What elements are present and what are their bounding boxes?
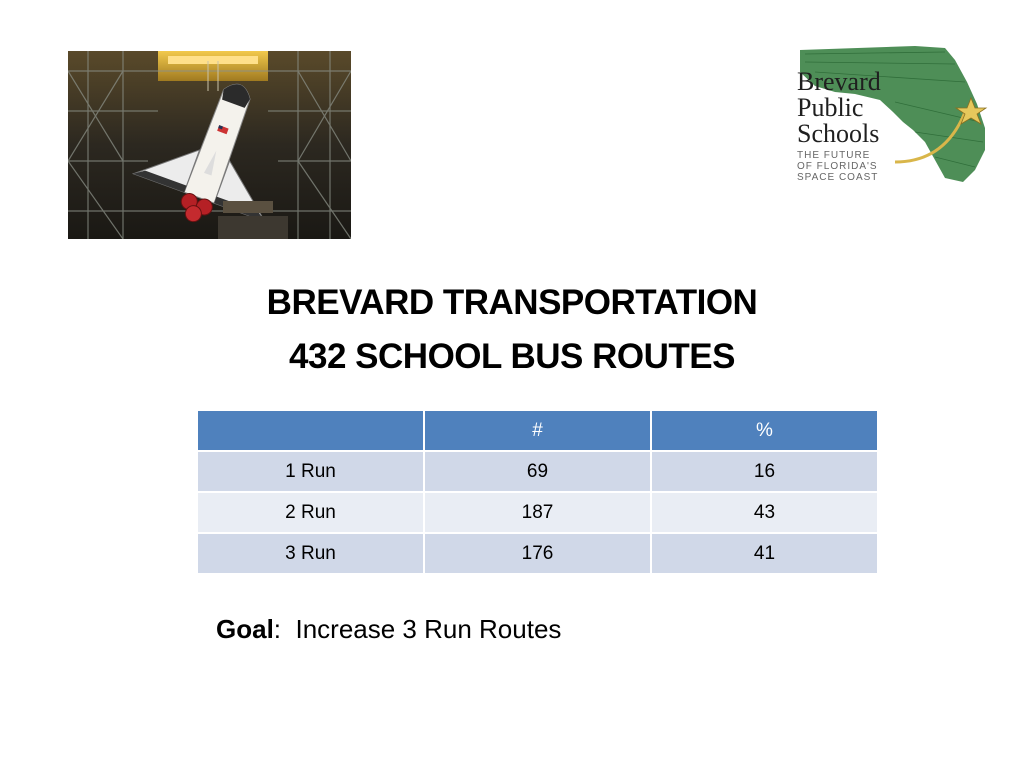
logo-line3: Schools [797,119,880,148]
table-cell: 2 Run [197,492,424,533]
logo-tagline3: SPACE COAST [797,172,879,183]
table-cell: 16 [651,451,878,492]
table-header-row [197,410,878,451]
table-row [197,451,878,492]
table-cell: 41 [651,533,878,574]
title-line2: 432 SCHOOL BUS ROUTES [289,337,735,376]
table-cell: 43 [651,492,878,533]
goal-label: Goal [216,614,274,644]
table-cell: 3 Run [197,533,424,574]
goal-statement [216,614,561,645]
brevard-public-schools-logo [795,42,990,187]
table-header-cell: % [651,410,878,451]
logo-line2: Public [797,93,864,122]
goal-text: Increase 3 Run Routes [295,614,562,644]
title-line1: BREVARD TRANSPORTATION [266,283,758,322]
table-cell: 187 [424,492,651,533]
table-cell: 176 [424,533,651,574]
bus-routes-table [196,409,879,575]
table-header-cell [197,410,424,451]
logo-tagline1: THE FUTURE [797,150,871,161]
table-cell: 69 [424,451,651,492]
logo-tagline2: OF FLORIDA'S [797,161,878,172]
table-row [197,492,878,533]
slide-title [0,276,1024,384]
table-row [197,533,878,574]
table-cell: 1 Run [197,451,424,492]
table-header-cell: # [424,410,651,451]
space-shuttle-photo [68,51,351,239]
goal-separator: : [273,614,282,644]
logo-line1: Brevard [797,67,881,96]
